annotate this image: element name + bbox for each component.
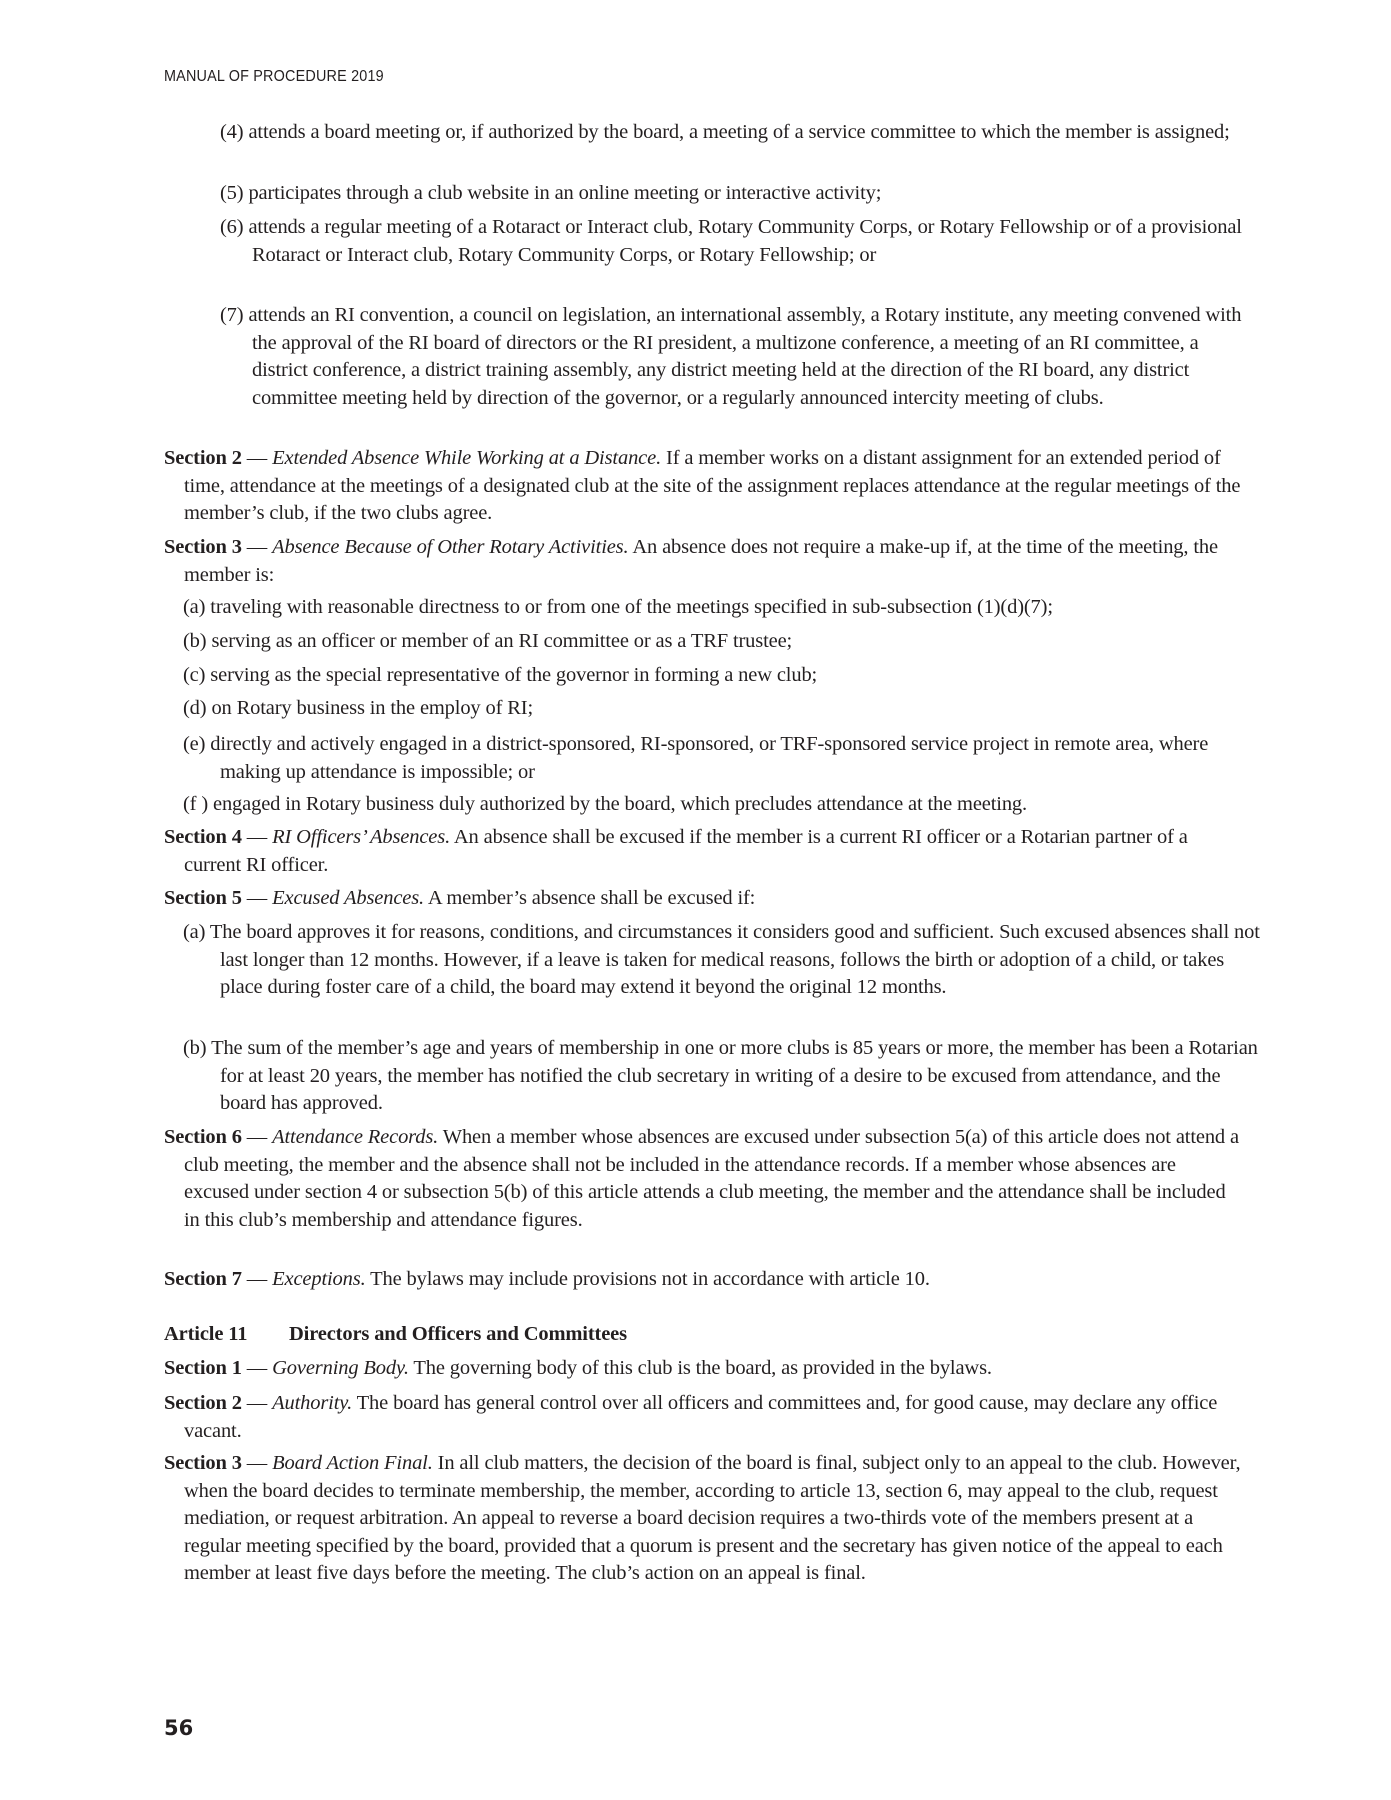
section-7: Section 7 — Exceptions. The bylaws may include provisions not in accordance with article 10.	[164, 1268, 930, 1290]
list-item: (b) The sum of the member’s age and years of membership in one or more clubs is 85 years or more, the member has been a Rotarian for at least 20 years, the member has notified the club secretary in writing of a desire to be excused from attendance, and the board has approved.	[183, 1037, 1258, 1114]
list-item: (b) serving as an officer or member of an RI committee or as a TRF trustee;	[183, 630, 793, 652]
list-item: (6) attends a regular meeting of a Rotaract or Interact club, Rotary Community Corps, or Rotary Fellowship or of a provisional Rotaract or Interact club, Rotary Community Corps, or Rotary Fellowship; or	[220, 216, 1242, 266]
list-item: (e) directly and actively engaged in a district-sponsored, RI-sponsored, or TRF-sponsored service project in remote area, where making up attendance is impossible; or	[183, 733, 1209, 783]
list-item: (a) The board approves it for reasons, conditions, and circumstances it considers good and sufficient. Such excused absences shall not last longer than 12 months. However, if a leave is taken for medical reasons, follows the birth or adoption of a child, or takes place during foster care of a child, the board may extend it beyond the original 12 months.	[183, 921, 1260, 998]
article-section-3: Section 3 — Board Action Final. In all club matters, the decision of the board is final, subject only to an appeal to the club. However, when the board decides to terminate membership, the member, according to article 13, section 6, may appeal to the club, request mediation, or request arbitration. An appeal to reverse a board decision requires a two-thirds vote of the members present at a regular meeting specified by the board, provided that a quorum is present and the secretary has given notice of the appeal to each member at least five days before the meeting. The club’s action on an appeal is final.	[164, 1452, 1241, 1584]
section-5: Section 5 — Excused Absences. A member’s absence shall be excused if:	[164, 887, 756, 909]
page-number: 56	[164, 1716, 194, 1740]
list-item: (d) on Rotary business in the employ of RI;	[183, 697, 534, 719]
list-item: (f ) engaged in Rotary business duly authorized by the board, which precludes attendance at the meeting.	[183, 793, 1027, 815]
article-heading: Article 11 Directors and Officers and Committees	[164, 1323, 627, 1345]
section-4: Section 4 — RI Officers’ Absences. An absence shall be excused if the member is a current RI officer or a Rotarian partner of a current RI officer.	[164, 826, 1188, 876]
article-section-1: Section 1 — Governing Body. The governing body of this club is the board, as provided in the bylaws.	[164, 1357, 992, 1379]
running-header: MANUAL OF PROCEDURE 2019	[164, 68, 384, 85]
article-section-2: Section 2 — Authority. The board has general control over all officers and committees and, for good cause, may declare any office vacant.	[164, 1392, 1218, 1442]
list-item: (4) attends a board meeting or, if authorized by the board, a meeting of a service committee to which the member is assigned;	[220, 121, 1230, 143]
section-6: Section 6 — Attendance Records. When a member whose absences are excused under subsection 5(a) of this article does not attend a club meeting, the member and the absence shall not be included in the attendance records. If a member whose absences are excused under section 4 or subsection 5(b) of this article attends a club meeting, the member and the attendance shall be included in this club’s membership and attendance figures.	[164, 1126, 1239, 1231]
list-item: (5) participates through a club website in an online meeting or interactive activity;	[220, 182, 882, 204]
list-item: (a) traveling with reasonable directness to or from one of the meetings specified in sub-subsection (1)(d)(7);	[183, 596, 1053, 618]
section-3: Section 3 — Absence Because of Other Rotary Activities. An absence does not require a make-up if, at the time of the meeting, the member is:	[164, 536, 1218, 586]
list-item: (7) attends an RI convention, a council on legislation, an international assembly, a Rotary institute, any meeting convened with the approval of the RI board of directors or the RI president, a multizone conference, a meeting of an RI committee, a district conference, a district training assembly, any district meeting held at the direction of the RI board, any district committee meeting held by direction of the governor, or a regularly announced intercity meeting of clubs.	[220, 304, 1242, 409]
list-item: (c) serving as the special representative of the governor in forming a new club;	[183, 664, 818, 686]
section-2: Section 2 — Extended Absence While Working at a Distance. If a member works on a distant assignment for an extended period of time, attendance at the meetings of a designated club at the site of the assignment replaces attendance at the regular meetings of the member’s club, if the two clubs agree.	[164, 447, 1241, 524]
